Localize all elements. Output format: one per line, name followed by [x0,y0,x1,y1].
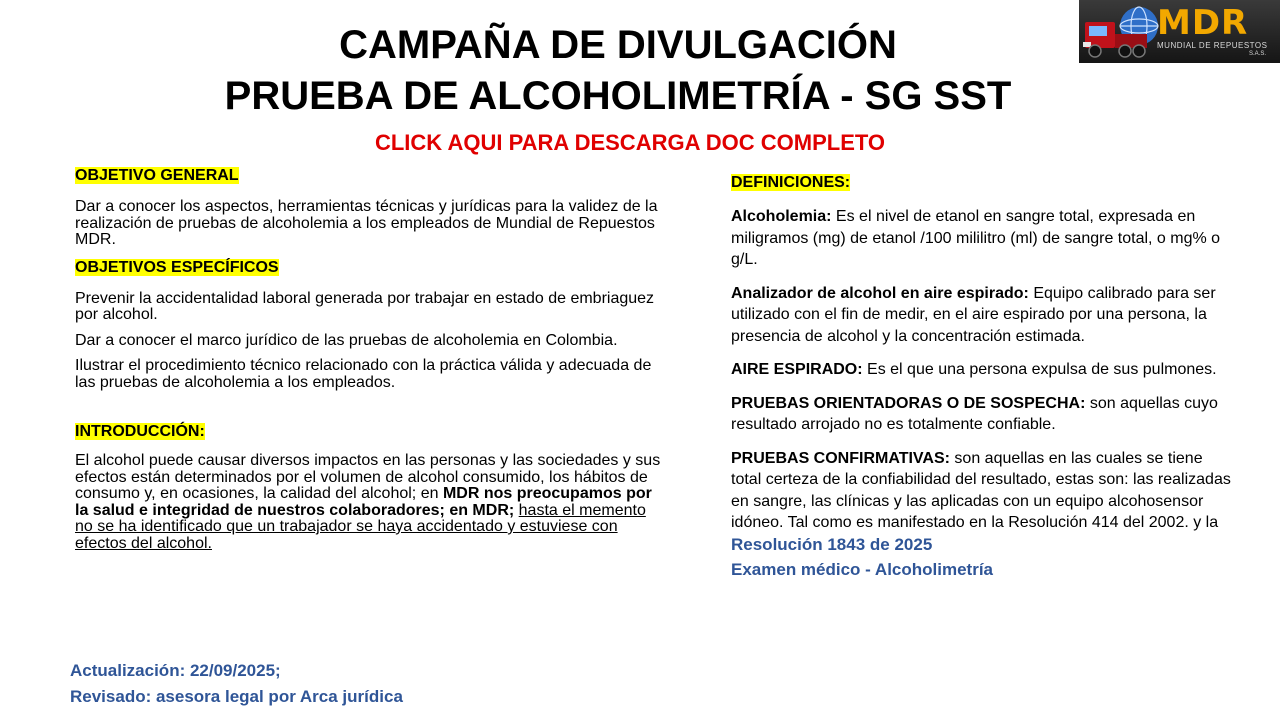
definition-term: Alcoholemia: [731,208,832,225]
definition-item [731,359,1231,381]
introduccion-heading: INTRODUCCIÓN: [75,423,205,440]
objetivo-general-text: Dar a conocer los aspectos, herramientas técnicas y jurídicas para la validez de la realización de pruebas de alcoholemia a los empleados de Mundial de Repuestos MDR. [75,198,658,248]
logo-suffix: S.A.S. [1249,51,1267,57]
footer-reviewed: Revisado: asesora legal por Arca jurídica [70,687,403,706]
definition-text: Equipo calibrado para ser utilizado con el fin de medir, en el aire espirado por una persona, la presencia de alcohol y la concentración estimada. [731,284,1216,345]
page-title-line2: PRUEBA DE ALCOHOLIMETRÍA - SG SST [224,74,1012,118]
footer-update: Actualización: 22/09/2025; [70,661,281,680]
objetivo-especifico-item: Ilustrar el procedimiento técnico relacionado con la práctica válida y adecuada de las pruebas de alcoholemia a los empleados. [75,357,652,391]
definition-item [731,393,1231,436]
definition-text: son aquellas en las cuales se tiene total certeza de la confiabilidad del resultado, estas son: las realizadas en sangre, las clínicas y las aplicadas con un equipo alcohosensor idóneo. Tal como es manifestado en la Resolución 414 del 2002. y la [731,449,1231,531]
left-column [75,168,665,552]
logo-subtitle: MUNDIAL DE REPUESTOS [1157,41,1268,50]
download-link[interactable]: CLICK AQUI PARA DESCARGA DOC COMPLETO [374,130,886,155]
definition-text: Es el que una persona expulsa de sus pulmones. [867,361,1217,378]
definition-term: AIRE ESPIRADO: [731,361,863,378]
definition-term: PRUEBAS CONFIRMATIVAS: [731,449,950,467]
logo-text: MDR [1157,3,1249,43]
objetivo-especifico-item: Prevenir la accidentalidad laboral generada por trabajar en estado de embriaguez por alcohol. [75,289,655,323]
definition-term: Analizador de alcohol en aire espirado: [731,284,1029,302]
definition-item [731,206,1231,271]
definiciones-heading: DEFINICIONES: [731,174,851,191]
introduccion-text-plain: El alcohol puede causar diversos impactos en las personas y las sociedades y sus efectos están determinados por el volumen de alcohol consumido, los hábitos de consumo y, en ocasiones, la calidad del alcohol; en [75,452,661,502]
definition-text: son aquellas cuyo resultado arrojado no es totalmente confiable. [731,394,1218,433]
objetivo-general-heading: OBJETIVO GENERAL [75,167,239,184]
resolucion-link[interactable]: Resolución 1843 de 2025 [731,534,933,554]
definition-term: PRUEBAS ORIENTADORAS O DE SOSPECHA: [731,394,1086,412]
introduccion-text [75,453,665,552]
page-title-line1: CAMPAÑA DE DIVULGACIÓN [339,23,897,67]
right-column [731,172,1231,582]
company-logo [1079,0,1280,63]
examen-medico-link[interactable]: Examen médico - Alcoholimetría [731,560,993,579]
introduccion-text-bold: MDR nos preocupamos por la salud e integridad de nuestros colaboradores; en MDR; [75,485,652,519]
objetivos-especificos-heading: OBJETIVOS ESPECÍFICOS [75,258,279,276]
definition-item [731,283,1231,348]
introduccion-text-underlined: hasta el memento no se ha identificado que un trabajador se haya accidentado y estuviese con efectos del alcohol. [75,501,646,552]
objetivo-especifico-item: Dar a conocer el marco jurídico de las pruebas de alcoholemia en Colombia. [75,331,618,349]
definition-text: Es el nivel de etanol en sangre total, expresada en miligramos (mg) de etanol /100 mililitro (ml) de sangre total, o mg% o g/L. [731,208,1221,268]
definition-item [731,448,1231,557]
